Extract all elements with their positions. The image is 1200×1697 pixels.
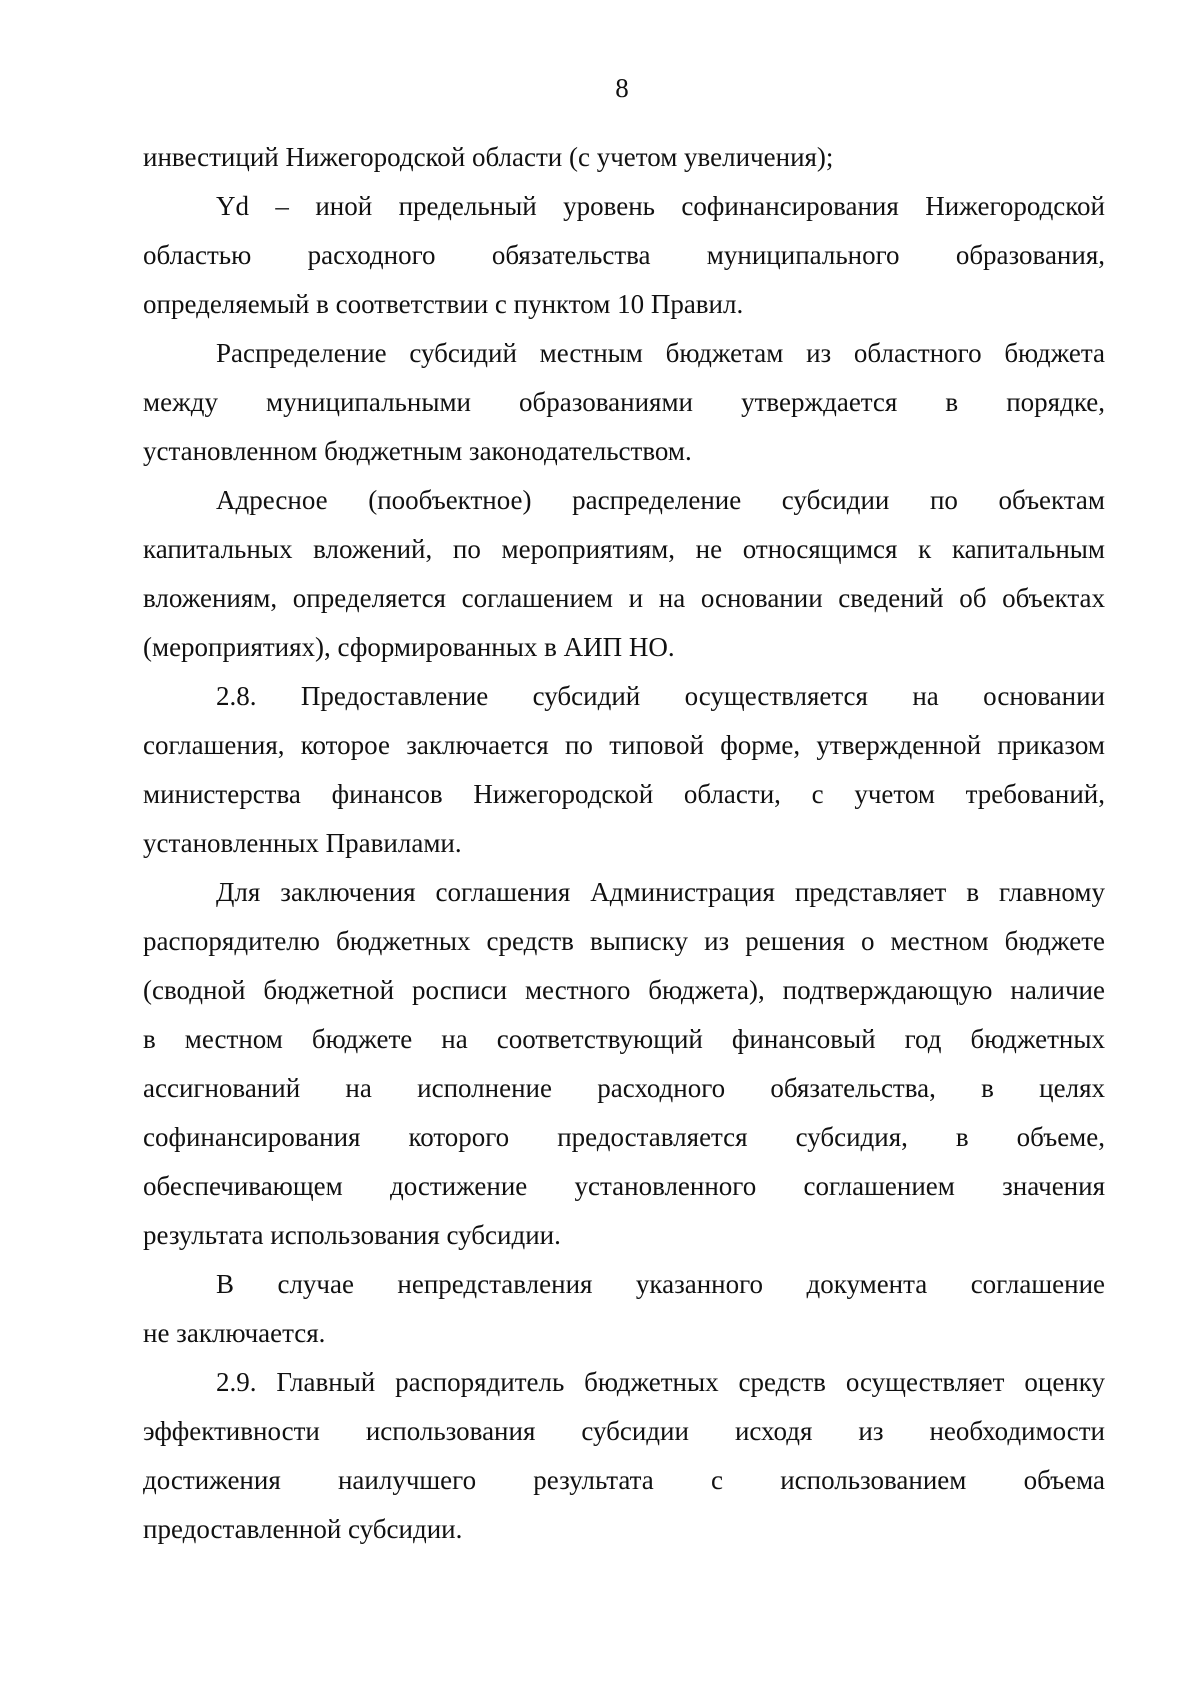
- text-line: установленных Правилами.: [143, 828, 462, 858]
- text-line: между муниципальными образованиями утверждается в порядке,: [143, 387, 1105, 417]
- text-line: в местном бюджете на соответствующий финансовый год бюджетных: [143, 1024, 1105, 1054]
- text-line: министерства финансов Нижегородской области, с учетом требований,: [143, 779, 1105, 809]
- text-line: предоставленной субсидии.: [143, 1514, 463, 1544]
- paragraph-continuation: [143, 133, 1105, 182]
- text-line: (сводной бюджетной росписи местного бюджета), подтверждающую наличие: [143, 975, 1105, 1005]
- text-line: софинансирования которого предоставляется субсидия, в объеме,: [143, 1122, 1105, 1152]
- page-number: 8: [615, 73, 629, 103]
- text-line: капитальных вложений, по мероприятиям, не относящимся к капитальным: [143, 534, 1105, 564]
- text-line: определяемый в соответствии с пунктом 10 Правил.: [143, 289, 744, 319]
- paragraph-address-distribution: [143, 476, 1105, 672]
- paragraph-agreement-conclusion: [143, 868, 1105, 1260]
- text-line: В случае непредставления указанного документа соглашение: [216, 1269, 1105, 1299]
- paragraph-distribution: [143, 329, 1105, 476]
- text-line: Для заключения соглашения Администрация представляет в главному: [216, 877, 1105, 907]
- text-line: Yd – иной предельный уровень софинансирования Нижегородской: [216, 191, 1105, 221]
- text-line: вложениям, определяется соглашением и на основании сведений об объектах: [143, 583, 1105, 613]
- document-body: [143, 133, 1105, 1554]
- paragraph-non-submission: [143, 1260, 1105, 1358]
- text-line: не заключается.: [143, 1318, 326, 1348]
- paragraph-2-8: [143, 672, 1105, 868]
- text-line: достижения наилучшего результата с использованием объема: [143, 1465, 1105, 1495]
- paragraph-yd-definition: [143, 182, 1105, 329]
- text-line: 2.8. Предоставление субсидий осуществляется на основании: [216, 681, 1105, 711]
- paragraph-2-9: [143, 1358, 1105, 1554]
- text-line: ассигнований на исполнение расходного обязательства, в целях: [143, 1073, 1105, 1103]
- text-line: Адресное (пообъектное) распределение субсидии по объектам: [216, 485, 1105, 515]
- text-line: (мероприятиях), сформированных в АИП НО.: [143, 632, 675, 662]
- text-line: обеспечивающем достижение установленного соглашением значения: [143, 1171, 1105, 1201]
- text-line: соглашения, которое заключается по типовой форме, утвержденной приказом: [143, 730, 1105, 760]
- text-line: эффективности использования субсидии исходя из необходимости: [143, 1416, 1105, 1446]
- text-line: инвестиций Нижегородской области (с учетом увеличения);: [143, 142, 834, 172]
- text-line: 2.9. Главный распорядитель бюджетных средств осуществляет оценку: [216, 1367, 1105, 1397]
- text-line: Распределение субсидий местным бюджетам из областного бюджета: [216, 338, 1105, 368]
- text-line: результата использования субсидии.: [143, 1220, 561, 1250]
- text-line: распорядителю бюджетных средств выписку из решения о местном бюджете: [143, 926, 1105, 956]
- text-line: областью расходного обязательства муниципального образования,: [143, 240, 1105, 270]
- text-line: установленном бюджетным законодательством.: [143, 436, 692, 466]
